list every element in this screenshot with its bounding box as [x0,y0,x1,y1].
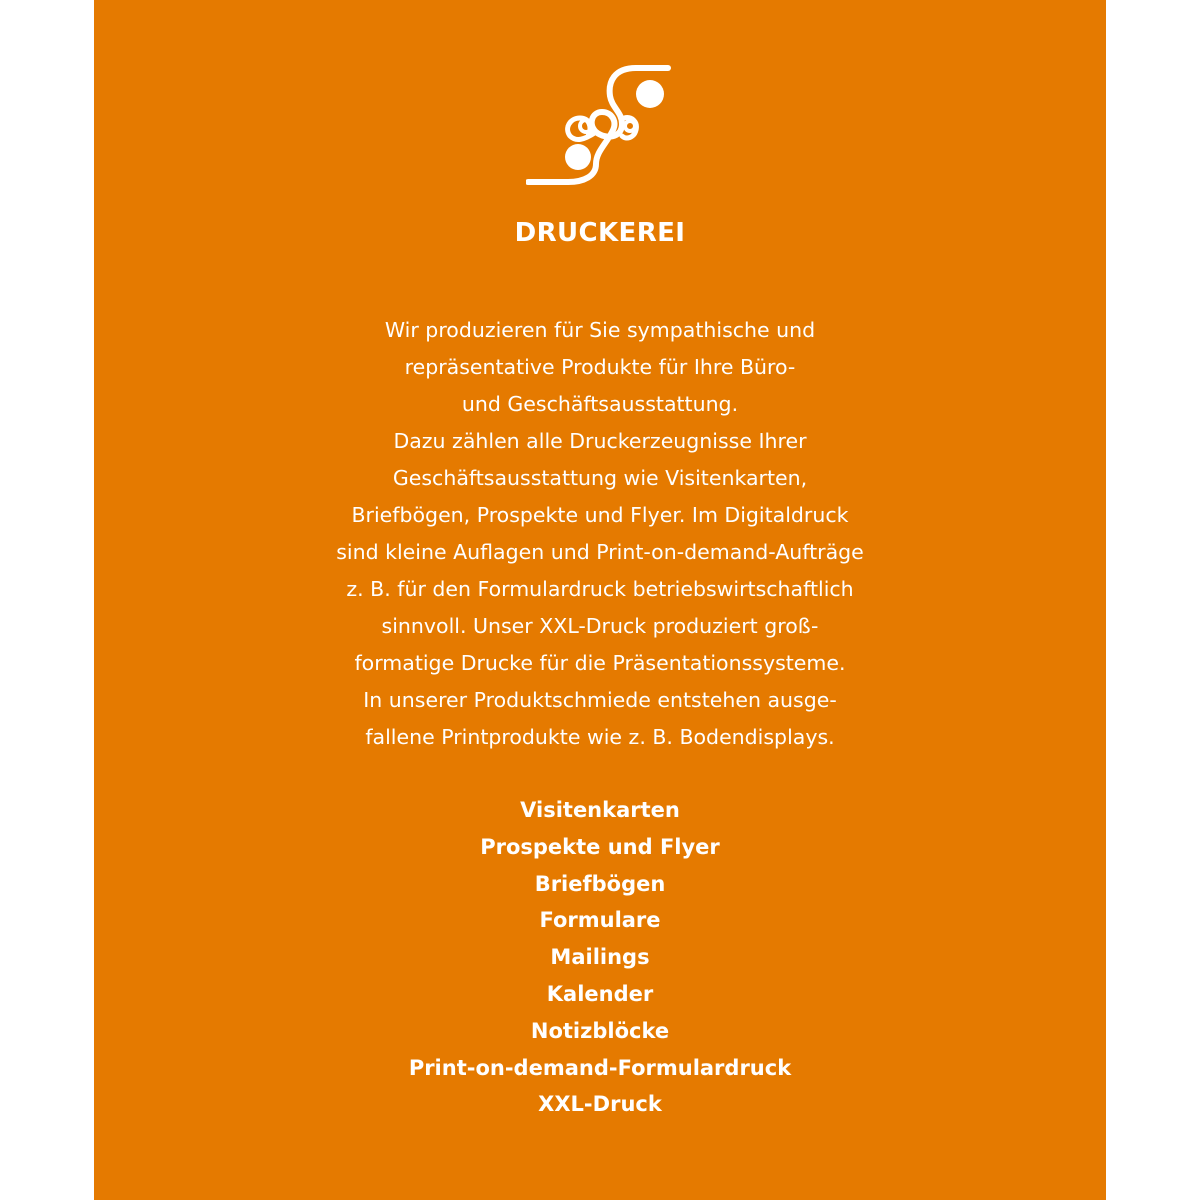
section-description [300,312,900,756]
service-item-kalender: Kalender [546,981,654,1006]
service-item-visitenkarten: Visitenkarten [520,798,680,822]
service-item-print-on-demand: Print-on-demand-Formulardruck [408,1055,792,1080]
description-line: repräsentative Produkte für Ihre Büro- [404,355,796,379]
description-line: fallene Printprodukte wie z. B. Bodendisplays. [365,725,835,749]
service-item-formulare: Formulare [539,908,661,933]
description-line: Wir produzieren für Sie sympathische und [384,318,816,342]
description-line: sind kleine Auflagen und Print-on-demand-Aufträge [336,540,864,564]
service-item-prospekte-flyer: Prospekte und Flyer [480,834,720,859]
description-line: In unserer Produktschmiede entstehen ausge- [363,688,837,712]
description-line: z. B. für den Formulardruck betriebswirtschaftlich [346,577,854,601]
description-line: formatige Drucke für die Präsentationssysteme. [354,651,846,675]
description-line: und Geschäftsausstattung. [461,392,739,416]
service-item-notizbloecke: Notizblöcke [530,1018,670,1043]
services-list [94,792,1106,1123]
section-title: DRUCKEREI [514,218,686,248]
description-line: Geschäftsausstattung wie Visitenkarten, [392,466,808,490]
service-item-briefboegen: Briefbögen [534,871,666,896]
service-item-xxl-druck: XXL-Druck [538,1092,662,1117]
description-line: Dazu zählen alle Druckerzeugnisse Ihrer [393,429,807,453]
description-line: Briefbögen, Prospekte und Flyer. Im Digitaldruck [351,503,849,527]
printing-rollers-logo-icon [526,60,676,190]
description-line: sinnvoll. Unser XXL-Druck produziert groß- [381,614,819,638]
druckerei-panel [94,0,1106,1200]
service-item-mailings: Mailings [550,945,650,970]
